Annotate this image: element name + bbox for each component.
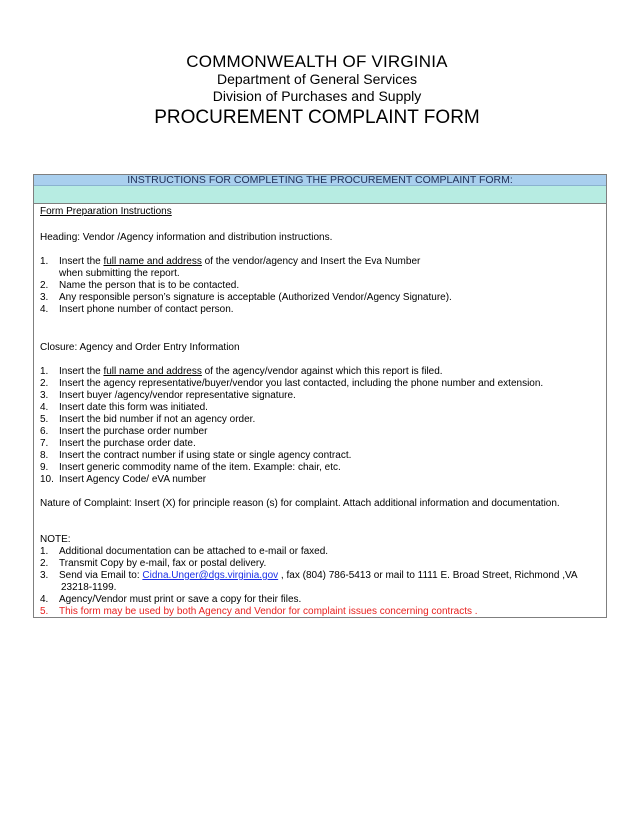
closure-item-6: Insert the purchase order number [59,426,208,437]
note-title: NOTE: [40,534,71,545]
email-link[interactable]: Cidna.Unger@dgs.virginia.gov [142,570,279,581]
heading-item-2: Name the person that is to be contacted. [59,280,240,291]
header-commonwealth: COMMONWEALTH OF VIRGINIA [186,52,448,71]
heading-item-1-post: of the vendor/agency and Insert the Eva Number [201,256,421,267]
heading-item-number: 2. [40,280,49,291]
closure-item-number: 2. [40,378,49,389]
instructions-banner-text: INSTRUCTIONS FOR COMPLETING THE PROCUREMENT COMPLAINT FORM: [127,174,513,186]
note-item-number: 4. [40,594,49,605]
instructions-box [33,174,607,618]
nature-of-complaint: Nature of Complaint: Insert (X) for principle reason (s) for complaint. Attach additional information and documentation. [40,498,560,509]
note-item-3-post: , fax (804) 786-5413 or mail to 1111 E. Broad Street, Richmond ,VA [278,570,578,581]
header-form-title: PROCUREMENT COMPLAINT FORM [154,107,480,128]
closure-item-number: 3. [40,390,49,401]
heading-item-1-pre: Insert the [59,256,104,267]
closure-item-number: 5. [40,414,49,425]
instructions-banner-band [34,186,606,204]
note-item-3 [59,570,578,582]
note-item-number: 2. [40,558,49,569]
note-item-number: 5. [40,606,49,617]
closure-item-number: 4. [40,402,49,413]
form-header [0,52,634,130]
note-item-5: This form may be used by both Agency and Vendor for complaint issues concerning contracts . [59,606,478,617]
note-item-3-continued: 23218-1199. [61,582,117,593]
closure-item-2: Insert the agency representative/buyer/vendor you last contacted, including the phone number and extension. [59,378,544,389]
closure-item-1-underlined: full name and address [103,366,202,377]
closure-item-5: Insert the bid number if not an agency order. [59,414,256,425]
closure-item-1 [59,366,443,378]
closure-item-4: Insert date this form was initiated. [59,402,208,413]
header-department: Department of General Services [217,71,417,87]
heading-section-title: Heading: Vendor /Agency information and distribution instructions. [40,232,333,243]
closure-item-number: 8. [40,450,49,461]
closure-section-title: Closure: Agency and Order Entry Information [40,342,240,353]
closure-item-9: Insert generic commodity name of the item. Example: chair, etc. [59,462,341,473]
heading-item-3: Any responsible person’s signature is acceptable (Authorized Vendor/Agency Signature). [59,292,452,303]
closure-item-7: Insert the purchase order date. [59,438,196,449]
note-item-number: 3. [40,570,49,581]
header-division: Division of Purchases and Supply [212,88,422,104]
heading-item-number: 1. [40,256,49,267]
note-item-4: Agency/Vendor must print or save a copy for their files. [59,594,302,605]
note-item-3-pre: Send via Email to: [59,570,143,581]
heading-item-number: 4. [40,304,49,315]
note-item-number: 1. [40,546,49,557]
closure-item-number: 1. [40,366,49,377]
closure-item-number: 6. [40,426,49,437]
closure-item-1-pre: Insert the [59,366,104,377]
heading-item-1-underlined: full name and address [103,256,202,267]
heading-item-number: 3. [40,292,49,303]
closure-item-8: Insert the contract number if using state or single agency contract. [59,450,352,461]
note-item-1: Additional documentation can be attached to e-mail or faxed. [59,546,329,557]
closure-item-number: 9. [40,462,49,473]
note-item-2: Transmit Copy by e-mail, fax or postal delivery. [59,558,267,569]
form-prep-heading: Form Preparation Instructions [40,206,172,217]
closure-item-number: 10. [40,474,54,485]
closure-item-number: 7. [40,438,49,449]
closure-item-10: Insert Agency Code/ eVA number [59,474,207,485]
heading-item-4: Insert phone number of contact person. [59,304,234,315]
heading-item-1 [59,256,420,268]
closure-item-1-post: of the agency/vendor against which this report is filed. [201,366,443,377]
instructions-banner [34,175,606,186]
heading-item-1-continued: when submitting the report. [59,268,180,279]
closure-item-3: Insert buyer /agency/vendor representative signature. [59,390,296,401]
